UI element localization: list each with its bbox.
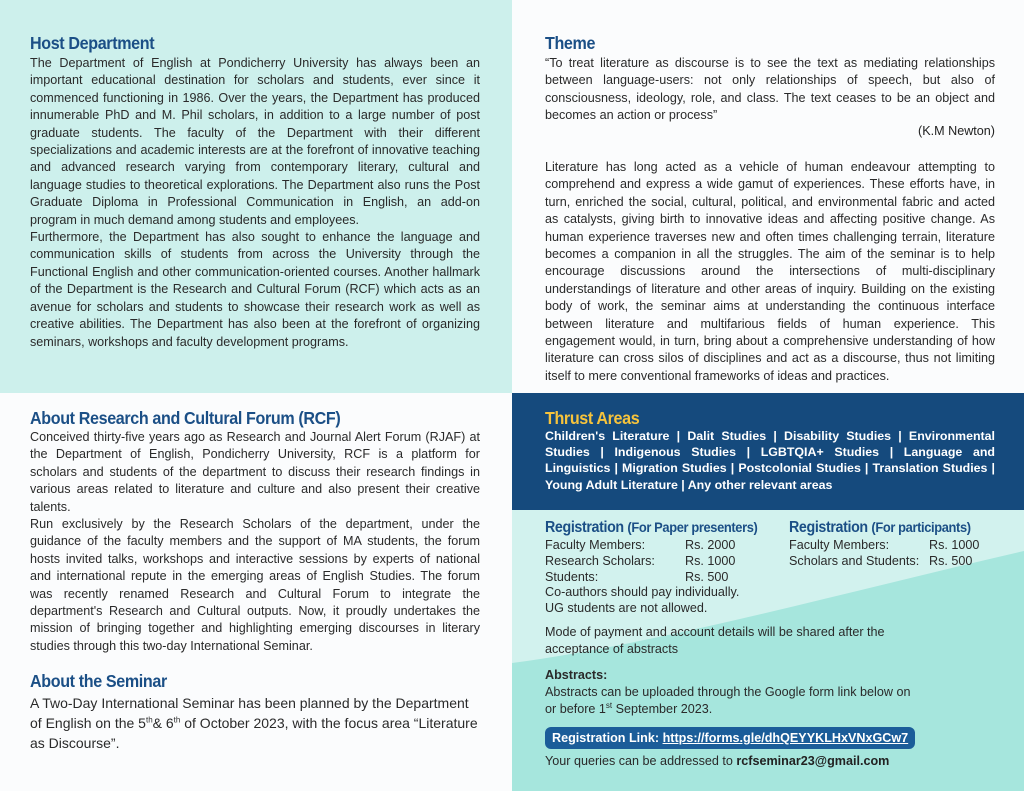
rcf-paragraph: Conceived thirty-five years ago as Research and Journal Alert Forum (RJAF) at the Department of English, Pondicherry University, RCF is a platform for scholars and students of the department to discuss their research findings in various areas related to literature and culture and also present their creative talents.: [30, 430, 480, 514]
thrust-areas-banner: [512, 393, 1024, 510]
fee-label: Scholars and Students:: [789, 554, 920, 568]
thrust-areas-heading: Thrust Areas: [545, 408, 640, 428]
date-suffix: th: [145, 715, 153, 725]
queries-text: Your queries can be addressed to: [545, 754, 733, 768]
participant-fee-table: [789, 537, 979, 569]
host-paragraph: Furthermore, the Department has also sought to enhance the language and communication skills of students from across the University through the Functional English and other communication-oriented courses. Another hallmark of the Department is the Research and Cultural Forum (RCF) which acts as an avenue for scholars and students to showcase their research work as well as creative abilities. The Department has also been at the forefront of organizing seminars, workshops and faculty development programs.: [30, 230, 480, 349]
abstracts-text: [545, 684, 925, 719]
date-suffix: st: [605, 701, 613, 711]
registration-link-label: Registration Link:: [552, 731, 660, 745]
date-suffix: th: [173, 715, 181, 725]
fee-amount: Rs. 1000: [929, 538, 980, 552]
rcf-paragraph: Run exclusively by the Research Scholars of the department, under the guidance of the faculty members and the support of MA students, the forum hosts invited talks, workshops and interactive sessions by experts of national and international repute in the emerging areas of English Studies. The forum was recently renamed Research and Cultural Forum to integrate the department's Research and Cultural outputs. Now, it proudly undertakes the mission of bringing together and highlighting emerging discourses in literary studies through this two-day International Seminar.: [30, 517, 480, 653]
fee-label: Faculty Members:: [545, 538, 646, 552]
queries-line: [545, 753, 889, 769]
registration-heading-text: Registration: [789, 519, 868, 536]
registration-heading-subtitle: (For Paper presenters): [627, 519, 758, 535]
theme-heading: Theme: [545, 33, 596, 53]
rcf-heading: About Research and Cultural Forum (RCF): [30, 408, 341, 428]
fee-amount: Rs. 500: [929, 554, 973, 568]
seminar-text-part: A Two-Day International Seminar has been planned by the Department of English on the 5: [30, 695, 469, 731]
fee-amount: Rs. 2000: [685, 538, 736, 552]
abstracts-heading: Abstracts:: [545, 668, 608, 682]
queries-email[interactable]: rcfseminar23@gmail.com: [736, 754, 890, 768]
host-paragraph: The Department of English at Pondicherry University has always been an important educational destination for scholars and students, ever since it commenced functioning in 1986. Over the years, the Department has produced innumerable PhD and M. Phil scholars, in addition to a large number of post graduate students. The faculty of the Department with their different specializations and academic interests are at the forefront of innovative teaching and advanced research varying from contemporary literary, cultural and language studies to theoretical explorations. The Department also runs the Post Graduate Diploma in Professional Communication in English, an add-on program in much demand among students and employees.: [30, 56, 480, 227]
quote-attribution: (K.M Newton): [918, 124, 995, 138]
registration-heading-text: Registration: [545, 519, 624, 536]
ug-note: UG students are not allowed.: [545, 601, 708, 615]
theme-text: Literature has long acted as a vehicle of human endeavour attempting to comprehend and express a wide gamut of experiences. These efforts have, in turn, enriched the social, cultural, political, and environmental fabric and acted as catalysts, giving birth to innovative ideas and affecting positive change. As human experience traverses new and often times challenging terrain, literature becomes a companion in all the struggles. The aim of the seminar is to help encourage discussions around the intersections of multi-disciplinary understandings of literature and other areas of inquiry. Building on the existing body of work, the seminar aims at understanding the continuous interface between literature and multifarious fields of human experience. This engagement would, in turn, bring about a comprehensive understanding of how literature can cross silos of disciplines and act as a discourse, thus not limiting itself to mere conventional frameworks of ideas and practices.: [545, 160, 995, 383]
registration-presenters-heading: [545, 519, 757, 537]
fee-row: [545, 553, 735, 569]
fee-label: Faculty Members:: [789, 538, 890, 552]
abstracts-text-part: September 2023.: [612, 702, 713, 717]
registration-link[interactable]: https://forms.gle/dhQEYYKLHxVNxGCw7: [662, 731, 909, 745]
fee-row: [545, 569, 735, 585]
host-department-text: [30, 55, 480, 351]
abstracts-text-part: Abstracts can be uploaded through the Google form link below on or before 1: [545, 685, 911, 717]
fee-label: Research Scholars:: [545, 554, 655, 568]
payment-note: Mode of payment and account details will be shared after the acceptance of abstracts: [545, 625, 885, 657]
seminar-text-part: of October 2023, with the focus area “Literature as Discourse”.: [30, 715, 478, 751]
fee-label: Students:: [545, 570, 599, 584]
thrust-areas-list: Children's Literature | Dalit Studies | Disability Studies | Environmental Studies | Indigenous Studies | LGBTQIA+ Studies | Language and Linguistics | Migration Studies | Postcolonial Studies | Translation Studies | Young Adult Literature | Any other relevant areas: [545, 429, 995, 492]
coauthor-note: Co-authors should pay individually.: [545, 585, 740, 599]
fee-amount: Rs. 500: [685, 570, 729, 584]
fee-amount: Rs. 1000: [685, 554, 736, 568]
host-department-heading: Host Department: [30, 33, 155, 53]
registration-participants-heading: [789, 519, 971, 537]
fee-row: [789, 537, 979, 553]
presenter-fee-table: [545, 537, 735, 585]
theme-quote: “To treat literature as discourse is to see the text as mediating relationships between language-users: not only relationships of speech, but also of consciousness, ideology, role, and class. The text ceases to be an object and becomes an action or process”: [545, 56, 995, 123]
fee-row: [789, 553, 979, 569]
seminar-text-part: & 6: [152, 715, 174, 731]
seminar-text: [30, 693, 482, 753]
seminar-heading: About the Seminar: [30, 671, 167, 691]
rcf-text: [30, 429, 480, 655]
fee-row: [545, 537, 735, 553]
registration-heading-subtitle: (For participants): [871, 519, 971, 535]
registration-link-box: [545, 727, 915, 749]
